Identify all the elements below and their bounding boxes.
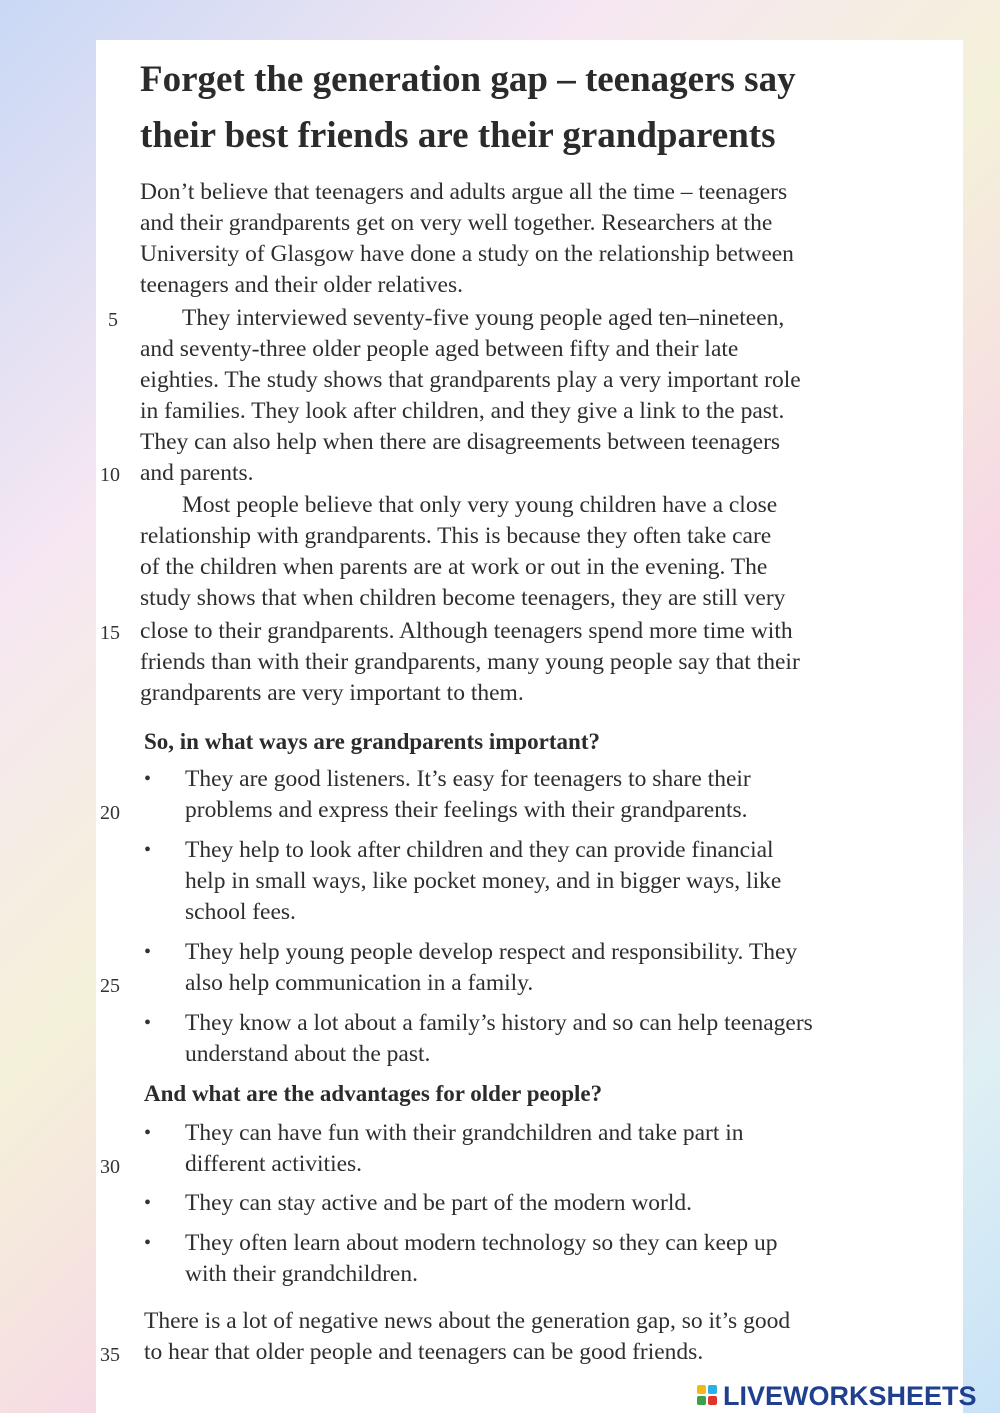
line-number: 20 xyxy=(100,802,120,824)
bullet-line: They can have fun with their grandchildren and take part in xyxy=(185,1120,744,1146)
bullet-marker: • xyxy=(144,768,152,790)
bullet-line: They help to look after children and they can provide financial xyxy=(185,837,774,863)
text-line: of the children when parents are at work or out in the evening. The xyxy=(140,554,768,580)
bullet-marker: • xyxy=(144,1122,152,1144)
line-number: 25 xyxy=(100,975,120,997)
bullet-marker: • xyxy=(144,1012,152,1034)
liveworksheets-brand-name: LIVEWORKSHEETS xyxy=(723,1380,977,1411)
bullet-line: They can stay active and be part of the modern world. xyxy=(185,1190,693,1216)
bullet-line: They are good listeners. It’s easy for teenagers to share their xyxy=(185,766,751,792)
worksheet-page xyxy=(96,40,963,1413)
article-title-line-1: Forget the generation gap – teenagers say xyxy=(140,59,796,100)
article-title-line-2: their best friends are their grandparents xyxy=(140,115,776,156)
bullet-line: also help communication in a family. xyxy=(185,970,534,996)
bullet-marker: • xyxy=(144,1232,152,1254)
bullet-line: They know a lot about a family’s history and so can help teenagers xyxy=(185,1010,813,1036)
text-line: in families. They look after children, and they give a link to the past. xyxy=(140,398,785,424)
bullet-line: with their grandchildren. xyxy=(185,1261,418,1287)
bullet-marker: • xyxy=(144,1192,152,1214)
text-line: teenagers and their older relatives. xyxy=(140,272,463,298)
bullet-marker: • xyxy=(144,839,152,861)
text-line: study shows that when children become teenagers, they are still very xyxy=(140,585,786,611)
text-line: Don’t believe that teenagers and adults argue all the time – teenagers xyxy=(140,179,788,205)
line-number: 30 xyxy=(100,1156,120,1178)
section-heading-importance: So, in what ways are grandparents important? xyxy=(144,729,600,754)
line-number: 15 xyxy=(100,622,120,644)
liveworksheets-logo[interactable] xyxy=(697,1379,977,1413)
bullet-marker: • xyxy=(144,941,152,963)
text-line: grandparents are very important to them. xyxy=(140,680,524,706)
line-number: 10 xyxy=(100,464,120,486)
text-line: and their grandparents get on very well together. Researchers at the xyxy=(140,210,773,236)
text-line: close to their grandparents. Although teenagers spend more time with xyxy=(140,618,793,644)
section-heading-advantages: And what are the advantages for older people? xyxy=(144,1081,603,1106)
text-line: They interviewed seventy-five young people aged ten–nineteen, xyxy=(182,305,785,331)
liveworksheets-logo-icon xyxy=(697,1385,719,1407)
text-line: relationship with grandparents. This is because they often take care xyxy=(140,523,772,549)
text-line: to hear that older people and teenagers can be good friends. xyxy=(144,1339,704,1365)
bullet-line: They help young people develop respect and responsibility. They xyxy=(185,939,798,965)
text-line: friends than with their grandparents, many young people say that their xyxy=(140,649,800,675)
text-line: and seventy-three older people aged between fifty and their late xyxy=(140,336,739,362)
line-number: 35 xyxy=(100,1344,120,1366)
bullet-line: understand about the past. xyxy=(185,1041,431,1067)
line-number: 5 xyxy=(108,309,118,331)
bullet-line: different activities. xyxy=(185,1151,363,1177)
bullet-line: problems and express their feelings with their grandparents. xyxy=(185,797,748,823)
bullet-line: school fees. xyxy=(185,899,296,925)
text-line: There is a lot of negative news about the generation gap, so it’s good xyxy=(144,1308,791,1334)
text-line: They can also help when there are disagreements between teenagers xyxy=(140,429,781,455)
text-line: Most people believe that only very young children have a close xyxy=(182,492,778,518)
bullet-line: They often learn about modern technology so they can keep up xyxy=(185,1230,778,1256)
text-line: eighties. The study shows that grandparents play a very important role xyxy=(140,367,801,393)
article-title xyxy=(140,52,940,164)
bullet-line: help in small ways, like pocket money, and in bigger ways, like xyxy=(185,868,782,894)
text-line: and parents. xyxy=(140,460,254,486)
text-line: University of Glasgow have done a study on the relationship between xyxy=(140,241,794,267)
